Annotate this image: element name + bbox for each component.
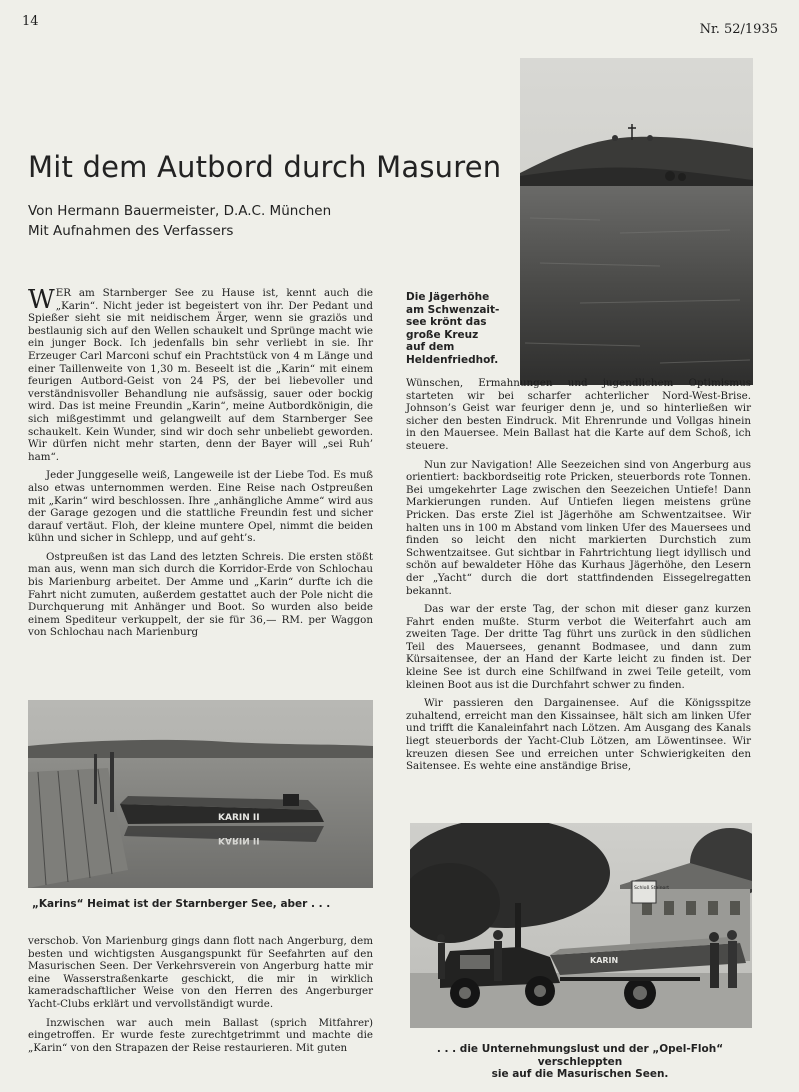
paragraph: Nun zur Navigation! Alle Seezeichen sind von Angerburg aus orientiert: backbordseitig rote Pricken, steuerbords rote Tonnen. Bei umgekehrter Lage zwischen den Seezeichen Untiefe! Dann Markierungen runden. Auf Untiefen liegen meistens grüne Pricken. Das erste Ziel ist Jägerhöhe am Schwentzaitsee. Wir halten uns in 100 m Abstand vom linken Ufer des Mauersees und finden so leicht den nicht markierten Durchstich zum Schwentzaitsee. Gut sichtbar in Fahrtrichtung liegt idyllisch und schön auf bewaldeter Höhe das Kurhaus Jägerhöhe, den Lesern der „Yacht“ durch die dort stattfindenden Eissegelregatten bekannt.: [406, 458, 751, 597]
trailer-boat-text: KARIN: [590, 956, 619, 965]
paragraph: [28, 287, 373, 463]
caption-line: see krönt das: [406, 316, 487, 328]
paragraph: Ostpreußen ist das Land des letzten Schreis. Die ersten stößt man aus, wenn man sich durch die Korridor-Erde von Schlochau bis Marienburg arbeitet. Der Amme und „Karin“ durfte ich die Fahrt nicht zumuten, außerdem gestattet auch der Pole nicht die Durchquerung mit Anhänger und Boot. So wurden also beide einem Spediteur verkuppelt, der sie für 36,— RM. per Waggon von Schlochau nach Marienburg: [28, 550, 373, 639]
issue-number: Nr. 52/1935: [699, 22, 778, 37]
left-column-lower: [28, 935, 373, 1060]
page-number: 14: [22, 14, 39, 29]
caption-line: Die Jägerhöhe: [406, 291, 490, 303]
opel-floh-image: [410, 823, 752, 1028]
boat-name-text: KARIN II: [218, 813, 260, 823]
karin-boat-image: [28, 700, 373, 888]
paragraph: verschob. Von Marienburg gings dann flott nach Angerburg, dem besten und wichtigsten Ausgangspunkt für Seefahrten auf den Masurischen Seen. Der Verkehrsverein von Angerburg hatte mir eine Wasserstraßenkarte geschickt, die mir in wirklich kameradschaftlicher Weise von den Herren des Angerburger Yacht-Clubs erklärt und vervollständigt wurde.: [28, 935, 373, 1010]
caption-line: am Schwenzait-: [406, 303, 500, 316]
photo-credit: Mit Aufnahmen des Verfassers: [28, 223, 234, 239]
drop-cap: W: [28, 285, 55, 315]
paragraph: Das war der erste Tag, der schon mit dieser ganz kurzen Fahrt enden mußte. Sturm verbot die Weiterfahrt auch am zweiten Tage. Der dritte Tag führt uns zurück in den südlichen Teil des Mauersees, genannt Bodmasee, und dann zum Kürsaitensee, der an Hand der Karte leicht zu finden ist. Der kleine See ist durch eine Schilfwand in zwei Teile geteilt, vom kleinen Boot aus ist die Durchfahrt schwer zu finden.: [406, 603, 751, 691]
photo-jaegerhoehe: [520, 58, 753, 385]
paragraph: Inzwischen war auch mein Ballast (sprich Mitfahrer) eingetroffen. Er wurde feste zurechtgetrimmt und machte die „Karin“ von den Strapazen der Reise restaurieren. Mit guten: [28, 1016, 373, 1054]
jaegerhoehe-image: [520, 58, 753, 385]
boat-reflection-text: KARIN II: [218, 835, 260, 845]
caption-line: große Kreuz: [406, 328, 479, 341]
article-title: Mit dem Autbord durch Masuren: [28, 150, 502, 184]
author-line: Von Hermann Bauermeister, D.A.C. München: [28, 203, 332, 219]
sign-text: Schloß Steinort: [634, 886, 670, 891]
paragraph: Wir passieren den Dargainensee. Auf die Königsspitze zuhaltend, erreicht man den Kissainsee, hält sich am linken Ufer und trifft die Kanaleinfahrt nach Lötzen. Am Ausgang des Kanals liegt steuerbords der Yacht-Club Lötzen, am Löwentinsee. Wir kreuzen diesen See und erreichen unter Schwierigkeiten den Saitensee. Es wehte eine anständige Brise,: [406, 697, 751, 773]
paragraph-text: ER am Starnberger See zu Hause ist, kennt auch die „Karin“. Nicht jeder ist begeistert von ihr. Der Pedant und Spießer sieht sie mit neidischem Ärger, wenn sie graziös und bestlaunig sich auf den Wellen schaukelt und Sprünge macht wie ein junger Bock. Ich jedenfalls bin sehr verliebt in sie. Ihr Erzeuger Carl Marconi schuf ein Prachtstück von 4 m Länge und einer Taillenweite von 1,30 m. Beseelt ist die „Karin“ mit einem feurigen Autbord-Geist von 24 PS, der bei liebevoller und verständnisvoller Behandlung nie aufsässig, sauer oder bockig wird. Das ist meine Freundin „Karin“, meine Autbordkönigin, die sich mißgestimmt und gelangweilt auf dem Starnberger See schaukelt. Kein Wunder, sind wir doch sehr unbeliebt geworden. Wir dürfen nicht mehr starten, denn der Bayer will „sei Ruh’ ham“.: [28, 287, 373, 463]
right-column: [406, 377, 751, 779]
caption-line: auf dem: [406, 341, 455, 353]
photo-karin-starnberg: [28, 700, 373, 888]
caption-karin-home: „Karins“ Heimat ist der Starnberger See, aber . . .: [32, 898, 331, 910]
caption-opel-floh: [400, 1043, 760, 1081]
caption-line: Heldenfriedhof.: [406, 353, 499, 366]
photo-opel-floh: [410, 823, 752, 1028]
paragraph: Wünschen, Ermahnungen und jugendlichem Optimismus starteten wir bei scharfer achterlicher Nord-West-Brise. Johnson’s Geist war feuriger denn je, und so hinterließen wir sicher den besten Eindruck. Mit Ehrenrunde und Vollgas hinein in den Mauersee. Mein Ballast hat die Karte auf dem Schoß, ich steuere.: [406, 377, 751, 452]
caption-line: sie auf die Masurischen Seen.: [491, 1068, 669, 1080]
left-column-upper: [28, 287, 373, 645]
caption-jaegerhoehe: [406, 291, 506, 366]
caption-line: . . . die Unternehmungslust und der „Opel-Floh“ verschleppten: [436, 1043, 724, 1068]
paragraph: Jeder Junggeselle weiß, Langeweile ist der Liebe Tod. Es muß also etwas unternommen werden. Eine Reise nach Ostpreußen mit „Karin“ wird beschlossen. Ihre „anhängliche Amme“ wird aus der Garage gezogen und die stattliche Freundin fest und sicher darauf vertäut. Floh, der kleine muntere Opel, nimmt die beiden kühn und sicher in Schlepp, und auf geht’s.: [28, 469, 373, 545]
